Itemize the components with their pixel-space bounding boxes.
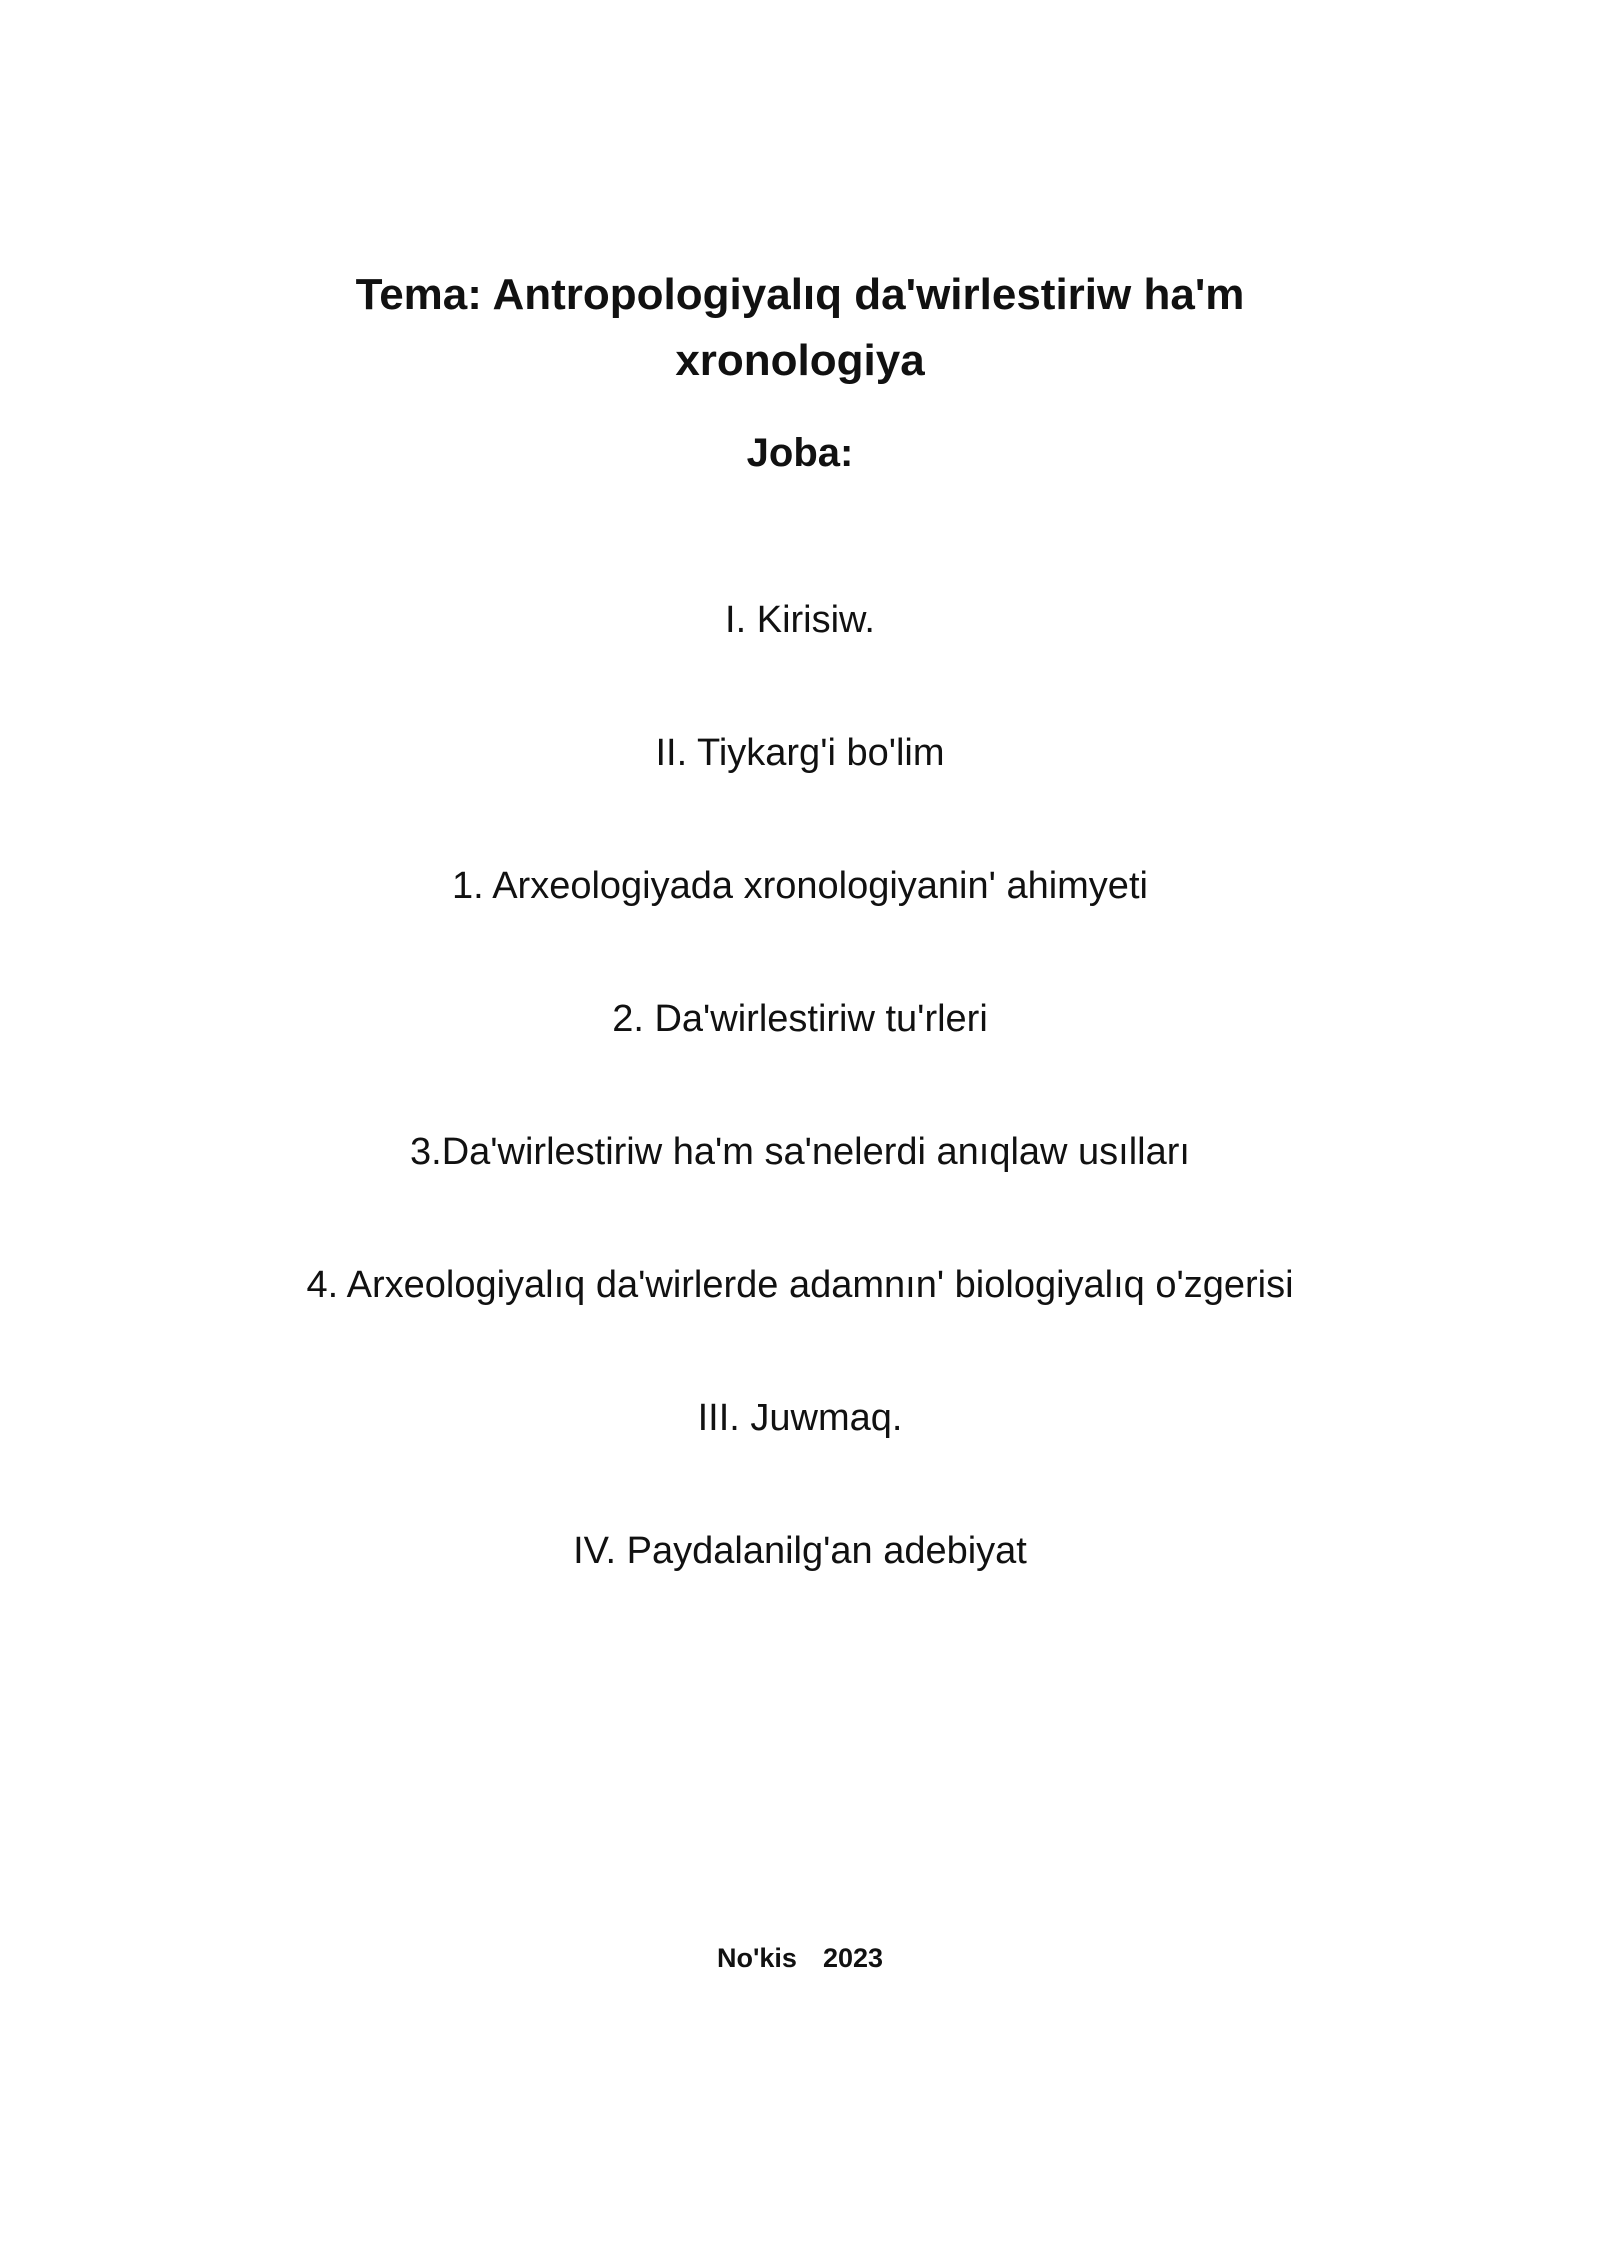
document-title: [0, 262, 1600, 394]
plan-item-introduction: I. Kirisiw.: [725, 599, 875, 641]
title-line-1: Tema: Antropologiyalıq da'wirlestiriw ha'm: [355, 270, 1245, 319]
title-line-2: xronologiya: [675, 336, 925, 385]
plan-item-2: 2. Da'wirlestiriw tu'rleri: [612, 998, 988, 1040]
footer-year: 2023: [822, 1943, 884, 1973]
plan-item-main-part: II. Tiykarg'i bo'lim: [655, 732, 945, 774]
plan-item-references: IV. Paydalanilg'an adebiyat: [573, 1530, 1027, 1572]
plan-heading: Joba:: [746, 431, 854, 475]
plan-item-4: 4. Arxeologiyalıq da'wirlerde adamnın' biologiyalıq o'zgerisi: [306, 1264, 1294, 1306]
plan-item-3: 3.Da'wirlestiriw ha'm sa'nelerdi anıqlaw usılları: [410, 1131, 1190, 1173]
footer-city: No'kis: [716, 1943, 797, 1973]
plan-item-conclusion: III. Juwmaq.: [697, 1397, 903, 1439]
plan-list: [0, 590, 1600, 1654]
plan-item-1: 1. Arxeologiyada xronologiyanin' ahimyeti: [452, 865, 1148, 907]
footer-place-date: [0, 1938, 1600, 1978]
